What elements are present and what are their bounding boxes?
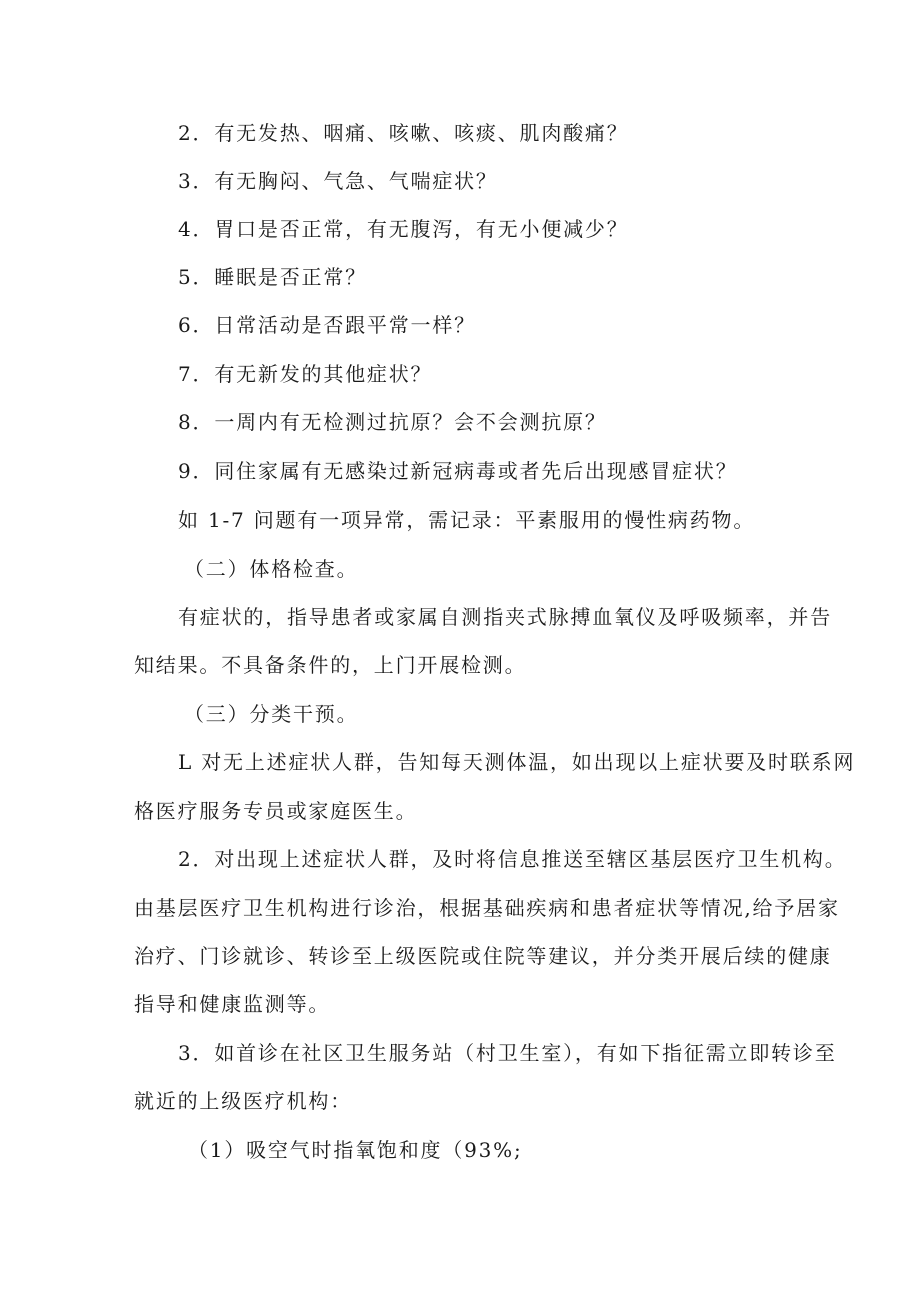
section-heading-physical-exam: （二）体格检查。 xyxy=(184,557,359,581)
paragraph-line: 2．对出现上述症状人群，及时将信息推送至辖区基层医疗卫生机构。 xyxy=(178,847,847,871)
paragraph-line: 格医疗服务专员或家庭医生。 xyxy=(134,799,418,823)
question-6: 6．日常活动是否跟平常一样？ xyxy=(178,313,476,337)
question-8: 8．一周内有无检测过抗原？会不会测抗原？ xyxy=(178,410,607,434)
section-heading-intervention: （三）分类干预。 xyxy=(184,702,359,726)
question-5: 5．睡眠是否正常？ xyxy=(178,265,367,289)
paragraph-line: 由基层医疗卫生机构进行诊治，根据基础疾病和患者症状等情况,给予居家 xyxy=(134,896,840,920)
question-4: 4．胃口是否正常，有无腹泻，有无小便减少？ xyxy=(178,217,629,241)
indicator-item-1: （1）吸空气时指氧饱和度（93%; xyxy=(188,1138,523,1162)
record-note: 如 1-7 问题有一项异常，需记录：平素服用的慢性病药物。 xyxy=(178,508,756,532)
question-7: 7．有无新发的其他症状？ xyxy=(178,362,433,386)
question-3: 3．有无胸闷、气急、气喘症状？ xyxy=(178,169,498,193)
paragraph-line: 指导和健康监测等。 xyxy=(134,992,331,1016)
paragraph-line: 知结果。不具备条件的，上门开展检测。 xyxy=(134,653,527,677)
paragraph-line: L 对无上述症状人群，告知每天测体温，如出现以上症状要及时联系网 xyxy=(178,750,856,774)
question-9: 9．同住家属有无感染过新冠病毒或者先后出现感冒症状？ xyxy=(178,459,738,483)
paragraph-line: 有症状的，指导患者或家属自测指夹式脉搏血氧仪及呼吸频率，并告 xyxy=(178,605,832,629)
paragraph-line: 就近的上级医疗机构： xyxy=(134,1089,352,1113)
paragraph-line: 3．如首诊在社区卫生服务站（村卫生室），有如下指征需立即转诊至 xyxy=(178,1041,837,1065)
question-2: 2．有无发热、咽痛、咳嗽、咳痰、肌肉酸痛？ xyxy=(178,121,629,145)
paragraph-line: 治疗、门诊就诊、转诊至上级医院或住院等建议，并分类开展后续的健康 xyxy=(134,944,832,968)
